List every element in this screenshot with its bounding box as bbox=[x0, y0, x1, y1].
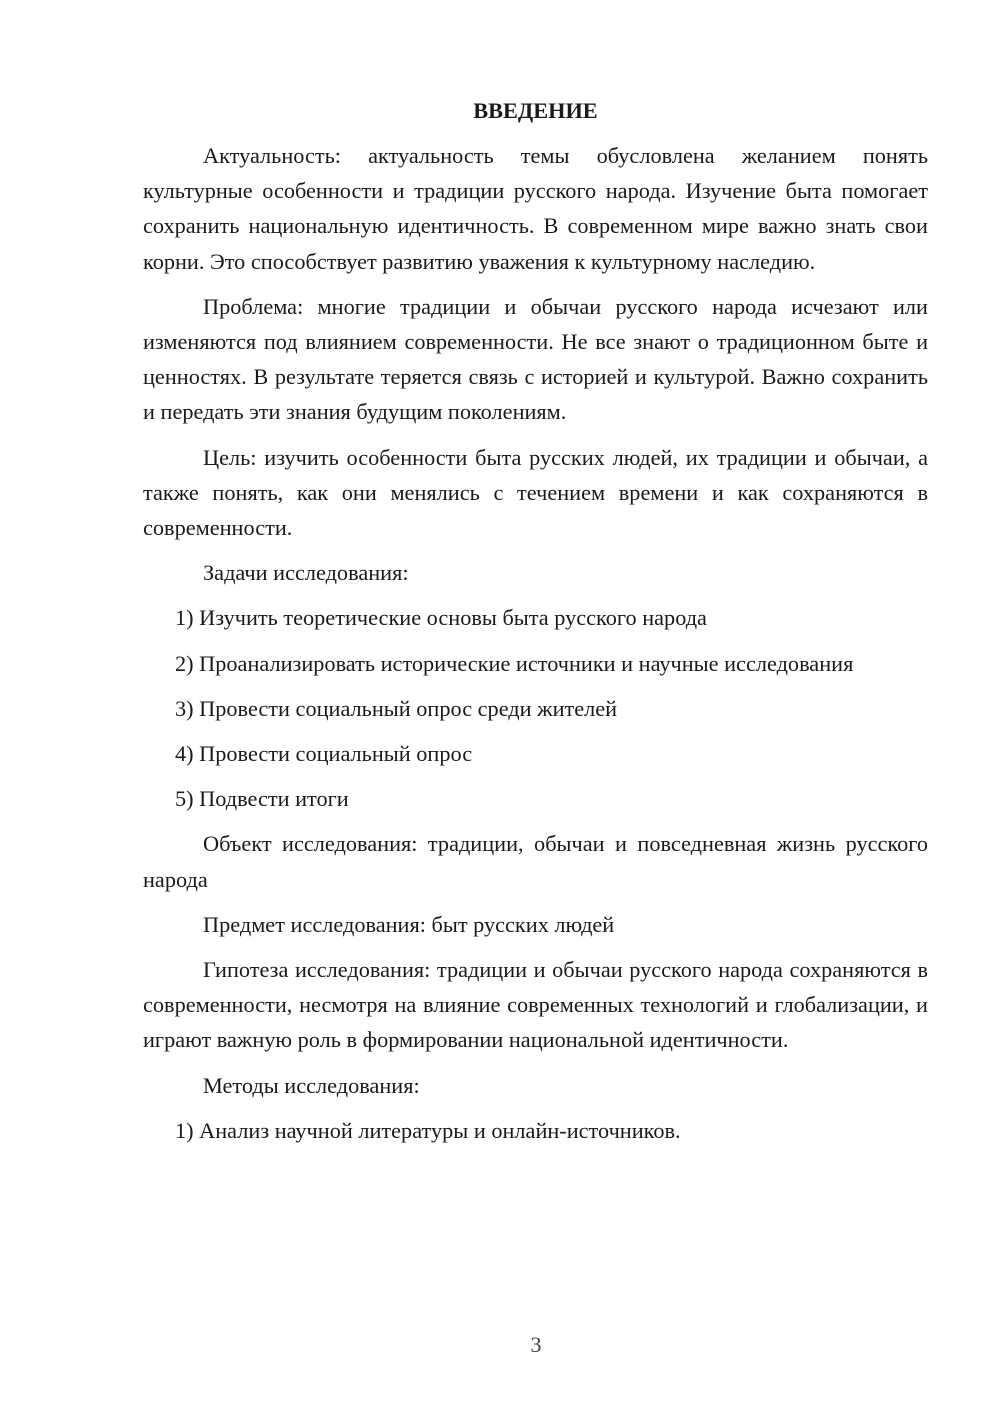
methods-heading: Методы исследования: bbox=[203, 1072, 420, 1098]
paragraph-problem: Проблема: многие традиции и обычаи русского народа исчезают или изменяются под влиянием современности. Не все знают о традиционном быте и ценностях. В результате теряется связь с историей и культурой. Важно сохранить и передать эти знания будущим поколениям. bbox=[143, 293, 928, 425]
task-item-2: 2) Проанализировать исторические источники и научные исследования bbox=[175, 650, 854, 676]
task-item-4: 4) Провести социальный опрос bbox=[175, 741, 473, 767]
task-item-5: 5) Подвести итоги bbox=[175, 786, 349, 812]
paragraph-relevance: Актуальность: актуальность темы обусловлена желанием понять культурные особенности и традиции русского народа. Изучение быта помогает сохранить национальную идентичность. В современном мире важно знать свои корни. Это способствует развитию уважения к культурному наследию. bbox=[143, 143, 928, 274]
paragraph-object: Объект исследования: традиции, обычаи и повседневная жизнь русского народа bbox=[143, 831, 928, 892]
task-item-3: 3) Провести социальный опрос среди жителей bbox=[175, 695, 618, 721]
tasks-heading: Задачи исследования: bbox=[203, 560, 409, 586]
page-content bbox=[143, 94, 928, 1158]
page-number: 3 bbox=[530, 1332, 542, 1357]
method-item-1: 1) Анализ научной литературы и онлайн-источников. bbox=[175, 1117, 681, 1143]
section-title: ВВЕДЕНИЕ bbox=[473, 98, 598, 123]
paragraph-subject: Предмет исследования: быт русских людей bbox=[203, 911, 615, 937]
paragraph-goal: Цель: изучить особенности быта русских людей, их традиции и обычаи, а также понять, как они менялись с течением времени и как сохраняются в современности. bbox=[143, 444, 928, 541]
paragraph-hypothesis: Гипотеза исследования: традиции и обычаи русского народа сохраняются в современности, несмотря на влияние современных технологий и глобализации, и играют важную роль в формировании национальной идентичности. bbox=[143, 957, 928, 1053]
task-item-1: 1) Изучить теоретические основы быта русского народа bbox=[175, 605, 707, 631]
